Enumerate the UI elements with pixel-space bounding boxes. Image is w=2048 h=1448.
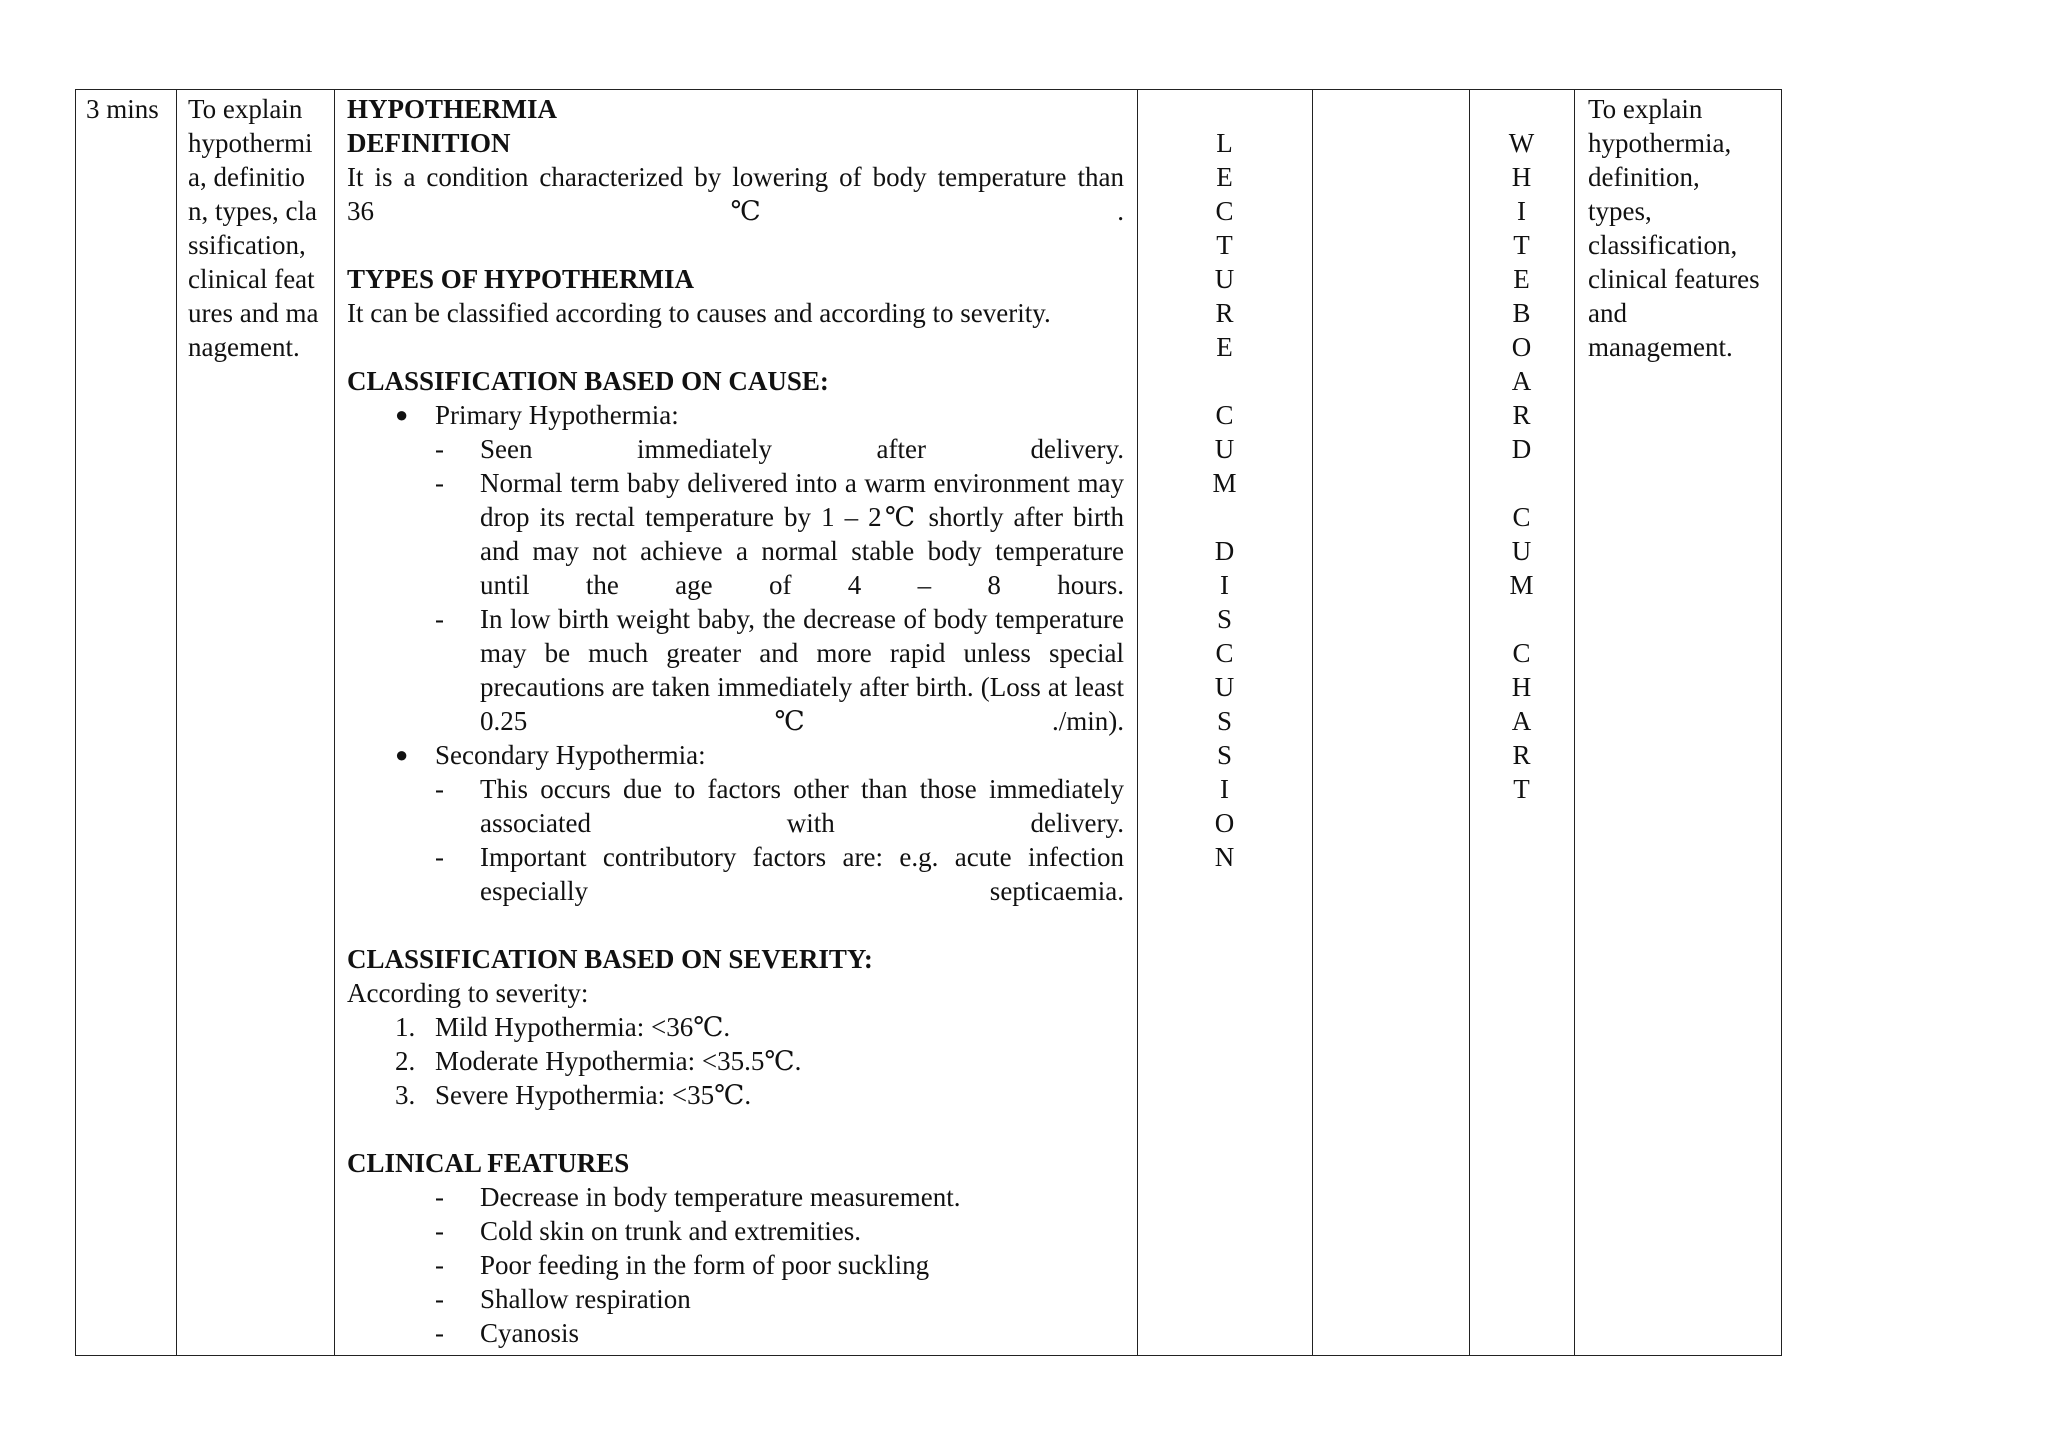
letter-gap: [1137, 364, 1312, 398]
list-item: [347, 432, 1124, 466]
letter: S: [1216, 706, 1233, 736]
letter: U: [1214, 264, 1235, 294]
primary-point: Seen immediately after delivery.: [480, 434, 1124, 464]
dash-icon: -: [435, 434, 444, 464]
letter: C: [1215, 400, 1234, 430]
list-item: [347, 772, 1124, 840]
list-item: [347, 1248, 1124, 1282]
dash-icon: -: [435, 842, 444, 872]
time-cell: [76, 90, 176, 1355]
letter: R: [1512, 400, 1531, 430]
severity-level: Moderate Hypothermia: <35.5℃.: [435, 1046, 802, 1076]
letter: D: [1511, 434, 1532, 464]
list-number: 2.: [395, 1046, 416, 1076]
objective-text: To explain hypothermia, definition, types, classification, clinical features and management.: [188, 94, 319, 362]
definition-text: It is a condition characterized by lowering of body temperature than 36℃.: [347, 162, 1124, 226]
letter: H: [1511, 672, 1532, 702]
secondary-label: Secondary Hypothermia:: [435, 740, 706, 770]
letter: C: [1512, 638, 1531, 668]
primary-label: Primary Hypothermia:: [435, 400, 679, 430]
list-number: 3.: [395, 1080, 416, 1110]
letter: U: [1214, 672, 1235, 702]
letter: U: [1511, 536, 1532, 566]
letter: I: [1517, 196, 1526, 226]
letter: M: [1509, 570, 1534, 600]
list-item: [347, 1316, 1124, 1350]
severity-level: Mild Hypothermia: <36℃.: [435, 1012, 731, 1042]
letter: U: [1214, 434, 1235, 464]
secondary-point: Important contributory factors are: e.g. acute infection especially septicaemia.: [480, 842, 1124, 906]
primary-point: Normal term baby delivered into a warm environment may drop its rectal temperature by 1 – 2℃ shortly after birth and may not achieve a normal stable body temperature until the age of 4 – 8 hours.: [480, 468, 1124, 600]
letter: I: [1220, 774, 1229, 804]
letter: H: [1511, 162, 1532, 192]
av-aids-cell: [1469, 90, 1574, 1355]
method-cell: [1137, 90, 1312, 1355]
dash-icon: -: [435, 1284, 444, 1314]
list-item: [347, 1078, 1124, 1112]
letter: R: [1512, 740, 1531, 770]
letter-gap: [1469, 466, 1574, 500]
letter: O: [1511, 332, 1532, 362]
clinical-feature: Cyanosis: [480, 1318, 580, 1348]
clinical-feature: Decrease in body temperature measurement.: [480, 1182, 961, 1212]
list-item: [347, 1214, 1124, 1248]
letter: A: [1511, 366, 1532, 396]
bullet-icon: ●: [395, 742, 409, 767]
dash-icon: -: [435, 468, 444, 498]
letter: C: [1215, 196, 1234, 226]
letter: M: [1212, 468, 1237, 498]
letter: C: [1215, 638, 1234, 668]
severity-intro: According to severity:: [347, 978, 589, 1008]
evaluation-text: To explain hypothermia, definition, types, classification, clinical features and management.: [1588, 94, 1760, 362]
letter: O: [1214, 808, 1235, 838]
list-item: [347, 1010, 1124, 1044]
letter: D: [1214, 536, 1235, 566]
dash-icon: -: [435, 1216, 444, 1246]
letter: W: [1508, 128, 1535, 158]
primary-point: In low birth weight baby, the decrease of body temperature may be much greater and more rapid unless special precautions are taken immediately after birth. (Loss at least 0.25℃./min).: [480, 604, 1124, 736]
letter: R: [1215, 298, 1234, 328]
severity-level: Severe Hypothermia: <35℃.: [435, 1080, 752, 1110]
clinical-heading: CLINICAL FEATURES: [347, 1148, 630, 1178]
content-title: HYPOTHERMIA: [347, 94, 558, 124]
letter: A: [1511, 706, 1532, 736]
method-text: [1137, 126, 1312, 874]
list-item: [347, 602, 1124, 738]
letter: C: [1512, 502, 1531, 532]
bullet-icon: ●: [395, 402, 409, 427]
secondary-point: This occurs due to factors other than those immediately associated with delivery.: [480, 774, 1124, 838]
list-item: [347, 1044, 1124, 1078]
list-item: [347, 466, 1124, 602]
time-text: 3 mins: [86, 94, 159, 124]
clinical-feature: Poor feeding in the form of poor suckling: [480, 1250, 930, 1280]
letter-gap: [1137, 500, 1312, 534]
objective-cell: [176, 90, 334, 1355]
cause-heading: CLASSIFICATION BASED ON CAUSE:: [347, 366, 829, 396]
list-item: [347, 1282, 1124, 1316]
types-heading: TYPES OF HYPOTHERMIA: [347, 264, 695, 294]
severity-heading: CLASSIFICATION BASED ON SEVERITY:: [347, 944, 873, 974]
list-item: [347, 738, 1124, 772]
letter: L: [1216, 128, 1233, 158]
dash-icon: -: [435, 1182, 444, 1212]
letter: T: [1513, 774, 1530, 804]
letter: S: [1216, 604, 1233, 634]
letter-gap: [1469, 602, 1574, 636]
letter: I: [1220, 570, 1229, 600]
letter: T: [1513, 230, 1530, 260]
letter: N: [1214, 842, 1235, 872]
letter: E: [1216, 332, 1233, 362]
letter: E: [1216, 162, 1233, 192]
letter: S: [1216, 740, 1233, 770]
lesson-plan-table: [75, 89, 1782, 1356]
content-cell: [334, 90, 1137, 1355]
evaluation-cell: [1574, 90, 1783, 1355]
dash-icon: -: [435, 604, 444, 634]
dash-icon: -: [435, 1250, 444, 1280]
types-text: It can be classified according to causes and according to severity.: [347, 298, 1051, 328]
definition-heading: DEFINITION: [347, 128, 511, 158]
list-item: [347, 840, 1124, 908]
av-aids-text: [1469, 126, 1574, 806]
letter: B: [1512, 298, 1531, 328]
list-item: [347, 1180, 1124, 1214]
clinical-feature: Cold skin on trunk and extremities.: [480, 1216, 861, 1246]
clinical-feature: Shallow respiration: [480, 1284, 691, 1314]
list-number: 1.: [395, 1012, 416, 1042]
dash-icon: -: [435, 774, 444, 804]
dash-icon: -: [435, 1318, 444, 1348]
letter: T: [1216, 230, 1233, 260]
blank-cell: [1312, 90, 1469, 1355]
letter: E: [1513, 264, 1530, 294]
list-item: [347, 398, 1124, 432]
